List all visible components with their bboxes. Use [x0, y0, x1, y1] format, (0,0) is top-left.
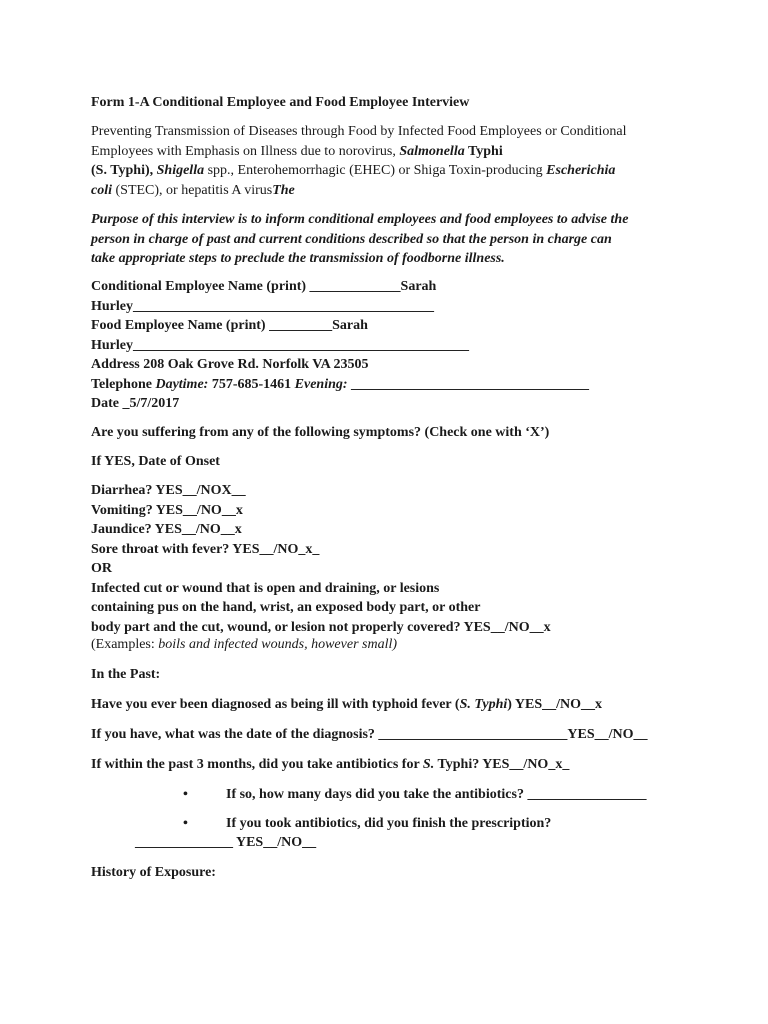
symptoms-question-text: Are you suffering from any of the following symptoms? (Check one with ‘X’) — [91, 425, 550, 440]
intro-text: Employees with Emphasis on Illness due to norovirus, — [91, 143, 400, 159]
shigella-term: Shigella — [156, 163, 205, 178]
exposure-heading-text: History of Exposure: — [91, 865, 216, 880]
s-term: S. — [422, 757, 435, 772]
typhoid-answer[interactable]: ) YES__/NO__x — [507, 697, 603, 712]
onset-label — [91, 452, 691, 472]
examples-text: boils and infected wounds, however small) — [158, 637, 398, 652]
typhoid-question-text[interactable] — [91, 695, 691, 715]
or-separator: OR — [91, 561, 112, 576]
purpose-line-1: Purpose of this interview is to inform conditional employees and food employees to advise the — [91, 212, 629, 227]
sore-throat-question[interactable]: Sore throat with fever? YES__/NO_x_ — [91, 541, 320, 557]
antibiotic-days-text[interactable]: If so, how many days did you take the antibiotics? _________________ — [226, 787, 647, 802]
intro-line-2 — [91, 142, 691, 162]
prescription-text: If you took antibiotics, did you finish the prescription? — [226, 816, 552, 831]
infected-cut-line-1: Infected cut or wound that is open and draining, or lesions — [91, 580, 440, 596]
past-heading — [91, 665, 691, 685]
typhoid-question[interactable] — [91, 695, 691, 715]
daytime-value[interactable]: 757-685-1461 — [208, 376, 295, 392]
intro-line-4 — [91, 181, 691, 201]
examples-line — [91, 635, 691, 655]
prescription-answer-text[interactable]: ______________ YES__/NO__ — [135, 835, 317, 850]
antibiotics-prefix: If within the past 3 months, did you take antibiotics for — [91, 757, 423, 772]
jaundice-question[interactable]: Jaundice? YES__/NO__x — [91, 522, 242, 537]
escherichia-term: Escherichia — [546, 163, 616, 178]
address-field[interactable]: Address 208 Oak Grove Rd. Norfolk VA 23505 — [91, 357, 369, 372]
coli-term: coli — [91, 182, 112, 198]
conditional-employee-name-cont[interactable]: Hurley___________________________________________ — [91, 298, 434, 314]
typhi-term: Typhi — [464, 143, 503, 159]
past-heading-text: In the Past: — [91, 667, 161, 682]
telephone-label: Telephone — [91, 376, 156, 392]
bullet-marker: • — [183, 816, 188, 831]
diarrhea-question[interactable]: Diarrhea? YES__/NOX__ — [91, 483, 246, 498]
evening-value[interactable]: __________________________________ — [347, 376, 590, 392]
personal-info — [91, 277, 691, 414]
onset-text: If YES, Date of Onset — [91, 454, 220, 469]
symptoms-question — [91, 423, 691, 443]
purpose-line-2: person in charge of past and current conditions described so that the person in charge can — [91, 231, 612, 247]
exposure-heading — [91, 863, 691, 883]
form-title-text: Form 1-A Conditional Employee and Food Employee Interview — [91, 95, 470, 110]
bullet-item-prescription[interactable] — [183, 814, 551, 834]
intro-line-1: Preventing Transmission of Diseases through Food by Infected Food Employees or Conditional — [91, 124, 627, 139]
intro-paragraph — [91, 122, 691, 200]
prescription-answer[interactable] — [135, 833, 316, 853]
symptom-list — [91, 481, 691, 637]
food-employee-name-field[interactable]: Food Employee Name (print) _________Sarah — [91, 318, 368, 333]
antibiotics-question[interactable] — [91, 755, 691, 775]
conditional-employee-name-field[interactable]: Conditional Employee Name (print) _____________Sarah — [91, 279, 437, 294]
bullet-item-antibiotic-days[interactable] — [183, 785, 646, 805]
form-title — [91, 93, 691, 113]
s-typhi-term: (S. Typhi) — [91, 163, 150, 178]
daytime-label: Daytime: — [155, 376, 209, 392]
diagnosis-date-question[interactable] — [91, 725, 691, 745]
date-field[interactable]: Date _5/7/2017 — [91, 396, 180, 411]
evening-label: Evening: — [294, 376, 348, 392]
vomiting-question[interactable]: Vomiting? YES__/NO__x — [91, 502, 243, 518]
the-term: The — [272, 182, 295, 198]
antibiotics-answer[interactable]: Typhi? YES__/NO_x_ — [434, 757, 570, 772]
salmonella-term: Salmonella — [399, 143, 465, 159]
telephone-field[interactable] — [91, 375, 691, 395]
examples-note — [91, 635, 691, 655]
diagnosis-date-text[interactable]: If you have, what was the date of the diagnosis? ___________________________YES__/NO__ — [91, 727, 648, 742]
intro-line-3 — [91, 161, 691, 181]
intro-text: (STEC), or hepatitis A virus — [112, 182, 273, 198]
purpose-paragraph — [91, 210, 691, 269]
comma: , — [149, 163, 157, 178]
infected-cut-question[interactable]: body part and the cut, wound, or lesion not properly covered? YES__/NO__x — [91, 619, 551, 635]
antibiotics-question-text[interactable] — [91, 755, 691, 775]
typhoid-prefix: Have you ever been diagnosed as being ill with typhoid fever ( — [91, 697, 460, 712]
s-typhi-term: S. Typhi — [459, 697, 508, 712]
intro-text: spp., Enterohemorrhagic (EHEC) or Shiga Toxin-producing — [204, 163, 547, 178]
purpose-line-3: take appropriate steps to preclude the transmission of foodborne illness. — [91, 251, 505, 266]
food-employee-name-cont[interactable]: Hurley________________________________________________ — [91, 337, 469, 353]
bullet-marker: • — [183, 787, 188, 802]
examples-prefix: (Examples: — [91, 637, 159, 652]
infected-cut-line-2: containing pus on the hand, wrist, an exposed body part, or other — [91, 600, 481, 615]
